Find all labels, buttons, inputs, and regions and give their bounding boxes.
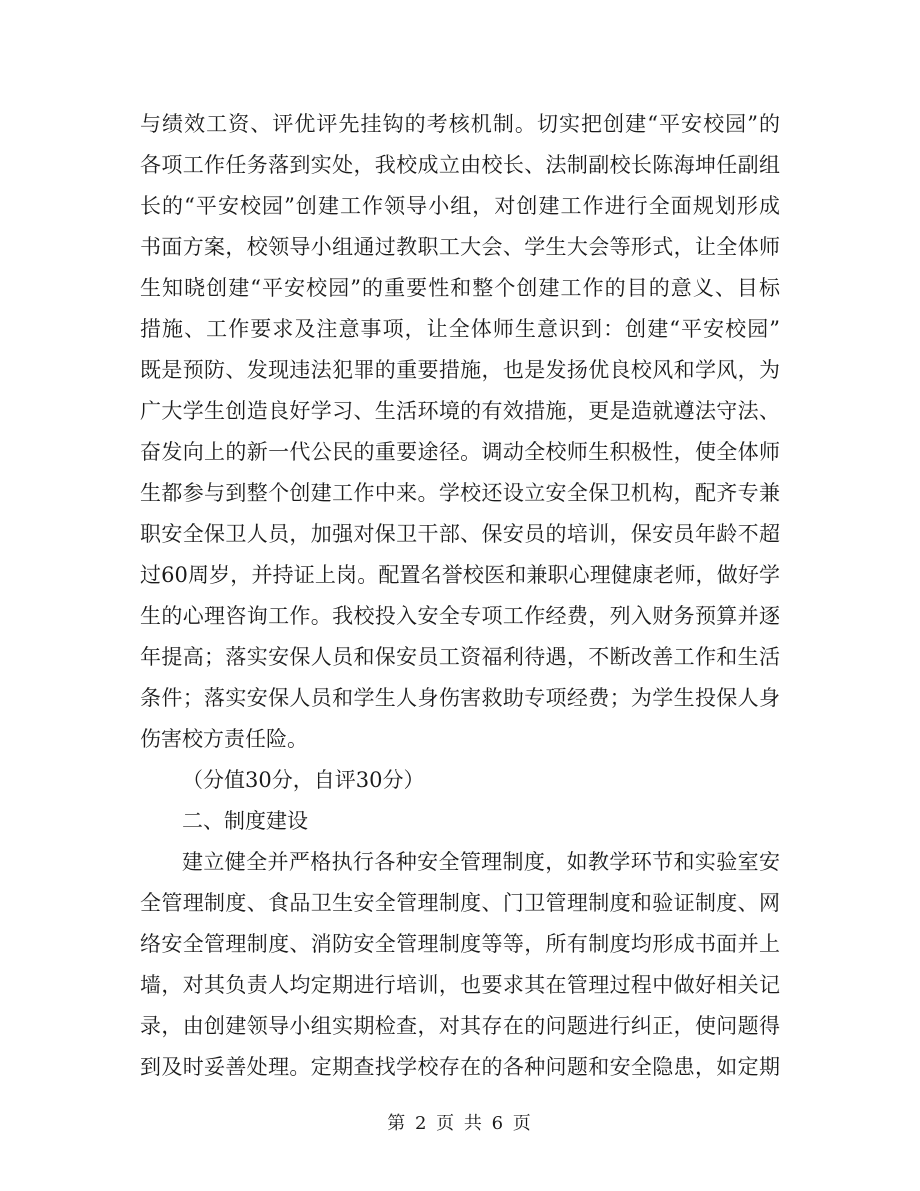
paragraph-1-line: 过60周岁，并持证上岗。配置名誉校医和兼职心理健康老师，做好学	[140, 563, 780, 587]
score-note: （分值30分，自评30分）	[182, 768, 425, 792]
paragraph-1-line: 奋发向上的新一代公民的重要途径。调动全校师生积极性，使全体师	[140, 440, 780, 464]
paragraph-2-line: 录，由创建领导小组实期检查，对其存在的问题进行纠正，使问题得	[140, 1014, 780, 1038]
paragraph-1-line: 伤害校方责任险。	[140, 727, 308, 751]
paragraph-1-line: 生知晓创建“平安校园”的重要性和整个创建工作的目的意义、目标	[140, 276, 780, 300]
paragraph-2-line: 墙，对其负责人均定期进行培训，也要求其在管理过程中做好相关记	[140, 973, 780, 997]
paragraph-1-line: 既是预防、发现违法犯罪的重要措施，也是发扬优良校风和学风，为	[140, 358, 780, 382]
paragraph-2-line: 到及时妥善处理。定期查找学校存在的各种问题和安全隐患，如定期	[140, 1055, 780, 1079]
paragraph-1-line: 生的心理咨询工作。我校投入安全专项工作经费，列入财务预算并逐	[140, 604, 780, 628]
paragraph-1-line: 各项工作任务落到实处，我校成立由校长、法制副校长陈海坤任副组	[140, 153, 780, 177]
paragraph-1-line: 年提高；落实安保人员和保安员工资福利待遇，不断改善工作和生活	[140, 645, 780, 669]
paragraph-1-line: 长的“平安校园”创建工作领导小组，对创建工作进行全面规划形成	[140, 194, 780, 218]
paragraph-1-line: 条件；落实安保人员和学生人身伤害救助专项经费；为学生投保人身	[140, 686, 780, 710]
paragraph-1-line: 书面方案，校领导小组通过教职工大会、学生大会等形式，让全体师	[140, 235, 780, 259]
section-heading: 二、制度建设	[182, 809, 308, 833]
paragraph-2-line: 建立健全并严格执行各种安全管理制度，如教学环节和实验室安	[182, 850, 780, 874]
paragraph-2-line: 全管理制度、食品卫生安全管理制度、门卫管理制度和验证制度、网	[140, 891, 780, 915]
paragraph-1-line: 生都参与到整个创建工作中来。学校还设立安全保卫机构，配齐专兼	[140, 481, 780, 505]
paragraph-1-line: 职安全保卫人员，加强对保卫干部、保安员的培训，保安员年龄不超	[140, 522, 780, 546]
paragraph-1-line: 与绩效工资、评优评先挂钩的考核机制。切实把创建“平安校园”的	[140, 112, 780, 136]
page-number-footer: 第 2 页 共 6 页	[387, 1113, 533, 1134]
paragraph-1-line: 广大学生创造良好学习、生活环境的有效措施，更是造就遵法守法、	[140, 399, 780, 423]
paragraph-2-line: 络安全管理制度、消防安全管理制度等等，所有制度均形成书面并上	[140, 932, 780, 956]
paragraph-1-line: 措施、工作要求及注意事项，让全体师生意识到：创建“平安校园”	[140, 317, 780, 341]
